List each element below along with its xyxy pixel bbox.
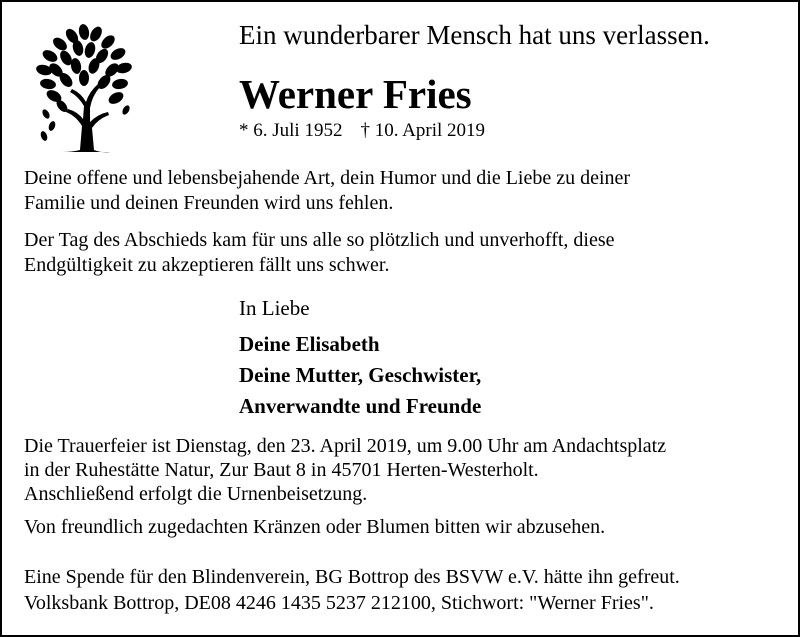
text-line: Endgültigkeit zu akzeptieren fällt uns schwer. xyxy=(24,254,390,276)
signature-name: Deine Elisabeth xyxy=(239,332,380,356)
text-line: Volksbank Bottrop, DE08 4246 1435 5237 212100, Stichwort: "Werner Fries". xyxy=(24,592,654,614)
deceased-name: Werner Fries xyxy=(239,71,472,117)
text-line: Der Tag des Abschieds kam für uns alle so plötzlich und unverhofft, diese xyxy=(24,229,615,251)
donation-paragraph xyxy=(24,564,680,616)
text-line: Familie und deinen Freunden wird uns fehlen. xyxy=(24,192,394,214)
birth-date: * 6. Juli 1952 xyxy=(239,120,343,141)
text-line: in der Ruhestätte Natur, Zur Baut 8 in 45701 Herten-Westerholt. xyxy=(24,459,539,481)
tribute-paragraph-2 xyxy=(24,228,615,278)
life-dates xyxy=(239,121,485,140)
text-line: Eine Spende für den Blindenverein, BG Bottrop des BSVW e.V. hätte ihn gefreut. xyxy=(24,566,680,588)
intro-line: Ein wunderbarer Mensch hat uns verlassen. xyxy=(239,20,710,50)
death-date: † 10. April 2019 xyxy=(360,120,486,141)
signature-name: Deine Mutter, Geschwister, xyxy=(239,363,482,387)
wreaths-paragraph: Von freundlich zugedachten Kränzen oder Blumen bitten wir abzusehen. xyxy=(24,516,606,538)
signature-lead: In Liebe xyxy=(239,296,310,320)
text-line: Anschließend erfolgt die Urnenbeisetzung. xyxy=(24,483,368,505)
tree-icon xyxy=(32,22,138,154)
signature-name: Anverwandte und Freunde xyxy=(239,394,482,418)
text-line: Deine offene und lebensbejahende Art, dein Humor und die Liebe zu deiner xyxy=(24,167,631,189)
text-line: Die Trauerfeier ist Dienstag, den 23. April 2019, um 9.00 Uhr am Andachtsplatz xyxy=(24,435,667,457)
tribute-paragraph-1 xyxy=(24,166,630,216)
signature-names xyxy=(239,329,481,422)
ceremony-paragraph xyxy=(24,434,666,506)
